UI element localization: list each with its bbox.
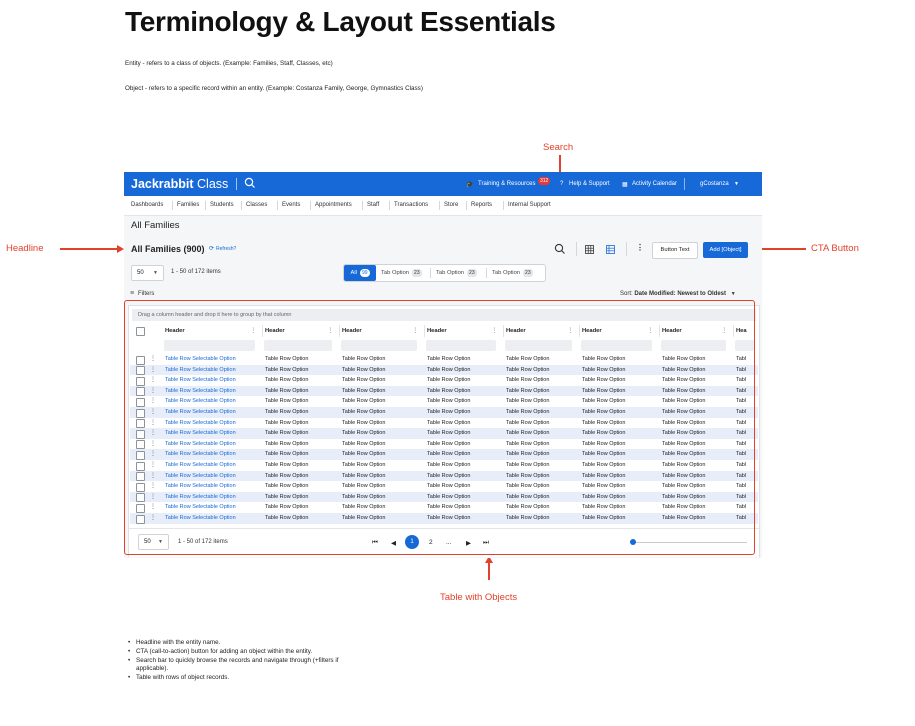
table-cell: Tabl — [736, 387, 747, 394]
table-cell: Table Row Option — [265, 398, 309, 405]
row-menu-icon[interactable]: ⋮ — [150, 440, 156, 447]
table-cell: Table Row Option — [427, 493, 471, 500]
table-cell: Table Row Option — [265, 387, 309, 394]
object-definition: Object - refers to a specific record within an entity. (Example: Costanza Family, George, Gymnastics Class) — [125, 85, 423, 92]
user-chevron-icon[interactable]: ▼ — [734, 181, 739, 187]
table-cell: Table Row Option — [427, 472, 471, 479]
table-cell: Table Row Option — [265, 440, 309, 447]
table-cell: Table Row Option — [662, 377, 706, 384]
row-menu-icon[interactable]: ⋮ — [150, 356, 156, 362]
table-cell: Table Row Option — [506, 483, 550, 490]
table-cell: Table Row Option — [342, 387, 386, 394]
table-cell: Tabl — [736, 377, 747, 384]
chevron-down-icon: ▼ — [158, 539, 163, 545]
table-cell: Table Row Option — [582, 472, 626, 479]
row-link[interactable]: Table Row Selectable Option — [165, 462, 236, 468]
add-object-button[interactable]: Add [Object] — [703, 242, 748, 258]
column-header-label: Header — [506, 328, 526, 334]
table-cell: Table Row Option — [342, 493, 386, 500]
help-icon: ? — [560, 181, 564, 187]
nav-divider — [503, 201, 504, 210]
table-cell: Table Row Option — [506, 472, 550, 479]
annotation-cta-label: CTA Button — [811, 243, 859, 254]
sort-chevron-icon: ▼ — [730, 291, 736, 297]
column-header-label: Header — [342, 328, 362, 334]
nav-classes[interactable]: Classes — [246, 202, 268, 208]
annotation-headline-arrow — [117, 245, 124, 253]
brand-light: Class — [197, 177, 229, 191]
table-cell: Table Row Option — [427, 366, 471, 373]
nav-divider — [439, 201, 440, 210]
summary-list — [128, 639, 348, 683]
table-cell: Table Row Option — [427, 451, 471, 458]
nav-internal-support[interactable]: Internal Support — [508, 202, 551, 208]
table-cell: Table Row Option — [662, 504, 706, 511]
table-cell: Table Row Option — [662, 440, 706, 447]
column-header-label: Header — [265, 328, 285, 334]
row-menu-icon[interactable]: ⋮ — [150, 398, 156, 405]
top-search-icon[interactable] — [244, 177, 256, 189]
more-options-icon[interactable]: ⋮ — [636, 243, 644, 252]
row-link[interactable]: Table Row Selectable Option — [165, 366, 236, 373]
table-cell: Table Row Option — [342, 462, 386, 468]
graduation-cap-icon: 🎓 — [466, 182, 474, 188]
page-size-select[interactable] — [131, 265, 164, 281]
table-cell: Table Row Option — [582, 387, 626, 394]
table-cell: Table Row Option — [506, 419, 550, 426]
items-range: 1 - 50 of 172 items — [171, 269, 221, 275]
table-cell: Table Row Option — [427, 462, 471, 468]
column-menu-icon[interactable]: ⋮ — [491, 328, 497, 334]
calendar-icon: ▦ — [622, 182, 628, 188]
table-cell: Table Row Option — [506, 504, 550, 511]
column-header-label: Header — [427, 328, 447, 334]
top-bar — [124, 172, 762, 196]
table-cell: Table Row Option — [506, 493, 550, 500]
table-cell: Table Row Option — [506, 440, 550, 447]
list-view-icon[interactable] — [606, 245, 615, 254]
table-cell: Table Row Option — [662, 419, 706, 426]
table-cell: Table Row Option — [506, 377, 550, 384]
footer-page-size-value: 50 — [144, 539, 151, 545]
column-header-label: Header — [662, 328, 682, 334]
main-nav — [124, 196, 762, 216]
row-menu-icon[interactable]: ⋮ — [150, 409, 156, 415]
sort-value: Date Modified: Newest to Oldest — [634, 291, 727, 297]
table-cell: Tabl — [736, 440, 747, 447]
table-cell: Tabl — [736, 483, 747, 490]
table-cell: Table Row Option — [662, 472, 706, 479]
table-cell: Table Row Option — [265, 377, 309, 384]
table-cell: Table Row Option — [506, 356, 550, 362]
summary-item: • Table with rows of object records. — [128, 674, 348, 683]
table-cell: Table Row Option — [582, 430, 626, 437]
page-size-value: 50 — [137, 270, 144, 276]
table-cell: Table Row Option — [342, 377, 386, 384]
nav-divider — [241, 201, 242, 210]
annotation-table-label: Table with Objects — [440, 592, 518, 603]
nav-reports[interactable]: Reports — [471, 202, 493, 208]
tab-divider — [486, 268, 487, 278]
tab-option-label: Tab Option — [381, 270, 410, 276]
row-link[interactable]: Table Row Selectable Option — [165, 504, 236, 511]
table-cell: Table Row Option — [427, 430, 471, 437]
row-link[interactable]: Table Row Selectable Option — [165, 398, 236, 405]
training-link[interactable]: Training & Resources — [478, 181, 536, 187]
nav-store[interactable]: Store — [444, 202, 459, 208]
table-cell: Table Row Option — [662, 430, 706, 437]
table-cell: Table Row Option — [265, 430, 309, 437]
table-cell: Table Row Option — [265, 451, 309, 458]
table-cell: Table Row Option — [342, 366, 386, 373]
table-cell: Table Row Option — [342, 398, 386, 405]
table-cell: Table Row Option — [582, 483, 626, 490]
help-link[interactable]: Help & Support — [569, 181, 610, 187]
row-link[interactable]: Table Row Selectable Option — [165, 440, 236, 447]
table-cell: Table Row Option — [342, 483, 386, 490]
brand-bold: Jackrabbit — [131, 177, 194, 191]
table-cell: Table Row Option — [506, 515, 550, 521]
tab-option-2[interactable] — [436, 265, 477, 281]
table-cell: Tabl — [736, 430, 747, 437]
table-cell: Table Row Option — [427, 515, 471, 521]
training-badge: 312 — [540, 178, 549, 184]
table-cell: Table Row Option — [582, 493, 626, 500]
tab-option-label: Tab Option — [436, 270, 465, 276]
table-cell: Table Row Option — [265, 515, 309, 521]
row-link[interactable]: Table Row Selectable Option — [165, 493, 236, 500]
breadcrumb: All Families — [131, 220, 180, 231]
row-link[interactable]: Table Row Selectable Option — [165, 515, 236, 521]
chevron-down-icon: ▼ — [153, 270, 158, 276]
row-menu-icon[interactable]: ⋮ — [150, 472, 156, 479]
table-cell: Tabl — [736, 356, 747, 362]
row-menu-icon[interactable]: ⋮ — [150, 387, 156, 394]
table-cell: Table Row Option — [582, 398, 626, 405]
tab-option-count: 23 — [469, 270, 475, 276]
table-cell: Table Row Option — [427, 483, 471, 490]
search-icon[interactable] — [554, 243, 566, 255]
user-menu[interactable]: gCostanza — [700, 181, 729, 187]
row-link[interactable]: Table Row Selectable Option — [165, 483, 236, 490]
grid-view-icon[interactable] — [585, 245, 594, 254]
table-cell: Table Row Option — [427, 409, 471, 415]
page-2-button[interactable]: 2 — [429, 539, 433, 546]
tab-option-count: 23 — [414, 270, 420, 276]
nav-divider — [466, 201, 467, 210]
nav-dashboards[interactable]: Dashboards — [131, 202, 164, 208]
summary-item: • Headline with the entity name. — [128, 639, 348, 648]
user-separator — [684, 178, 685, 190]
refresh-icon[interactable]: ⟳ — [209, 246, 215, 252]
table-cell: Tabl — [736, 493, 747, 500]
row-link[interactable]: Table Row Selectable Option — [165, 409, 236, 415]
table-cell: Table Row Option — [427, 377, 471, 384]
toolbar-divider — [626, 242, 627, 256]
annotation-table-line — [488, 562, 490, 580]
table-cell: Table Row Option — [582, 504, 626, 511]
row-link[interactable]: Table Row Selectable Option — [165, 356, 236, 362]
row-menu-icon[interactable]: ⋮ — [150, 366, 156, 373]
table-cell: Table Row Option — [342, 419, 386, 426]
table-cell: Table Row Option — [427, 387, 471, 394]
filters-toggle[interactable]: Filters — [138, 291, 155, 297]
table-cell: Tabl — [736, 419, 747, 426]
table-cell: Table Row Option — [265, 493, 309, 500]
table-cell: Table Row Option — [662, 356, 706, 362]
column-menu-icon[interactable]: ⋮ — [412, 328, 418, 334]
table-cell: Tabl — [736, 366, 747, 373]
table-cell: Table Row Option — [427, 356, 471, 362]
top-separator — [236, 178, 237, 190]
table-cell: Table Row Option — [342, 356, 386, 362]
table-cell: Table Row Option — [506, 366, 550, 373]
nav-transactions[interactable]: Transactions — [394, 202, 429, 208]
table-cell: Table Row Option — [662, 462, 706, 468]
table-cell: Table Row Option — [427, 419, 471, 426]
table-cell: Table Row Option — [265, 483, 309, 490]
table-cell: Table Row Option — [506, 409, 550, 415]
table-cell: Tabl — [736, 472, 747, 479]
row-link[interactable]: Table Row Selectable Option — [165, 472, 236, 479]
entity-definition: Entity - refers to a class of objects. (Example: Families, Staff, Classes, etc) — [125, 60, 333, 67]
table-cell: Table Row Option — [342, 504, 386, 511]
table-cell: Table Row Option — [582, 366, 626, 373]
table-cell: Tabl — [736, 515, 747, 521]
row-link[interactable]: Table Row Selectable Option — [165, 387, 236, 394]
table-cell: Table Row Option — [427, 440, 471, 447]
tab-option-3[interactable] — [492, 265, 533, 281]
table-cell: Table Row Option — [265, 419, 309, 426]
table-cell: Table Row Option — [506, 387, 550, 394]
row-menu-icon[interactable]: ⋮ — [150, 430, 156, 437]
column-header-label: Hea — [736, 328, 747, 334]
table-cell: Tabl — [736, 504, 747, 511]
table-cell: Table Row Option — [506, 462, 550, 468]
table-cell: Table Row Option — [662, 483, 706, 490]
column-menu-icon[interactable]: ⋮ — [721, 328, 727, 334]
row-menu-icon[interactable]: ⋮ — [150, 504, 156, 511]
tab-all[interactable] — [344, 265, 376, 281]
tab-all-label: All — [350, 270, 357, 276]
summary-item: • Search bar to quickly browse the records and navigate through (+filters if applicable). — [128, 657, 348, 675]
nav-divider — [172, 201, 173, 210]
nav-divider — [389, 201, 390, 210]
tab-option-1[interactable] — [381, 265, 422, 281]
annotation-search-label: Search — [543, 142, 574, 153]
table-cell: Table Row Option — [265, 504, 309, 511]
table-cell: Table Row Option — [582, 451, 626, 458]
first-page-icon[interactable]: ⏮ — [372, 539, 378, 546]
nav-divider — [205, 201, 206, 210]
column-header-label: Header — [165, 328, 185, 334]
page-title: Terminology & Layout Essentials — [125, 6, 556, 37]
refresh-link[interactable]: Refresh? — [216, 246, 237, 252]
table-cell: Table Row Option — [662, 398, 706, 405]
table-cell: Table Row Option — [342, 451, 386, 458]
prev-page-icon[interactable]: ◀ — [391, 540, 396, 547]
row-link[interactable]: Table Row Selectable Option — [165, 377, 236, 384]
column-header-label: Header — [582, 328, 602, 334]
column-menu-icon[interactable]: ⋮ — [647, 328, 653, 334]
tab-option-label: Tab Option — [492, 270, 521, 276]
group-drop-zone[interactable]: Drag a column header and drop it here to group by that column — [132, 309, 756, 321]
table-cell: Table Row Option — [506, 398, 550, 405]
table-cell: Table Row Option — [662, 409, 706, 415]
table-cell: Table Row Option — [582, 377, 626, 384]
table-cell: Table Row Option — [342, 472, 386, 479]
table-cell: Table Row Option — [265, 356, 309, 362]
table-cell: Table Row Option — [265, 366, 309, 373]
annotation-headline-label: Headline — [6, 243, 44, 254]
annotation-headline-line — [60, 248, 118, 250]
column-menu-icon[interactable]: ⋮ — [567, 328, 573, 334]
table-cell: Tabl — [736, 398, 747, 405]
table-cell: Table Row Option — [427, 398, 471, 405]
table-cell: Table Row Option — [342, 409, 386, 415]
tab-option-count: 23 — [525, 270, 531, 276]
sort-select[interactable] — [620, 291, 736, 297]
row-menu-icon[interactable]: ⋮ — [150, 515, 156, 521]
row-link[interactable]: Table Row Selectable Option — [165, 419, 236, 426]
row-menu-icon[interactable]: ⋮ — [150, 462, 156, 468]
table-cell: Tabl — [736, 409, 747, 415]
table-cell: Table Row Option — [506, 451, 550, 458]
row-menu-icon[interactable]: ⋮ — [150, 483, 156, 490]
table-cell: Table Row Option — [582, 409, 626, 415]
table-cell: Table Row Option — [662, 366, 706, 373]
table-cell: Table Row Option — [342, 430, 386, 437]
table-cell: Tabl — [736, 451, 747, 458]
summary-item: • CTA (call-to-action) button for adding an object within the entity. — [128, 648, 348, 657]
table-cell: Table Row Option — [265, 472, 309, 479]
nav-divider — [277, 201, 278, 210]
brand-logo[interactable] — [131, 177, 228, 191]
table-cell: Table Row Option — [662, 493, 706, 500]
tab-bar — [343, 264, 546, 282]
table-cell: Table Row Option — [582, 356, 626, 362]
last-page-icon[interactable]: ⏭ — [483, 539, 489, 546]
column-menu-icon[interactable]: ⋮ — [327, 328, 333, 334]
table-cell: Tabl — [736, 462, 747, 468]
filter-icon[interactable]: ≡ — [130, 290, 135, 297]
column-menu-icon[interactable]: ⋮ — [250, 328, 256, 334]
table-cell: Table Row Option — [265, 409, 309, 415]
sort-label: Sort: — [620, 291, 633, 297]
table-cell: Table Row Option — [342, 515, 386, 521]
next-page-icon[interactable]: ▶ — [466, 540, 471, 547]
table-highlight-box — [124, 300, 755, 555]
table-cell: Table Row Option — [582, 419, 626, 426]
table-cell: Table Row Option — [342, 440, 386, 447]
table-cell: Table Row Option — [582, 515, 626, 521]
page-1-button[interactable]: 1 — [405, 535, 419, 549]
tab-divider — [430, 268, 431, 278]
table-cell: Table Row Option — [506, 430, 550, 437]
nav-appointments[interactable]: Appointments — [315, 202, 352, 208]
secondary-button[interactable]: Button Text — [652, 242, 698, 259]
nav-divider — [362, 201, 363, 210]
table-cell: Table Row Option — [662, 387, 706, 394]
toolbar-divider — [576, 242, 577, 256]
footer-items-range: 1 - 50 of 172 items — [178, 539, 228, 545]
row-menu-icon[interactable]: ⋮ — [150, 377, 156, 384]
table-cell: Table Row Option — [662, 451, 706, 458]
page-ellipsis[interactable]: ... — [446, 539, 452, 546]
table-cell: Table Row Option — [582, 440, 626, 447]
nav-staff[interactable]: Staff — [367, 202, 380, 208]
calendar-link[interactable]: Activity Calendar — [632, 181, 678, 187]
nav-events[interactable]: Events — [282, 202, 301, 208]
table-cell: Table Row Option — [662, 515, 706, 521]
table-cell: Table Row Option — [265, 462, 309, 468]
row-menu-icon[interactable]: ⋮ — [150, 493, 156, 500]
row-menu-icon[interactable]: ⋮ — [150, 451, 156, 458]
tab-all-count: 99 — [361, 270, 368, 276]
row-link[interactable]: Table Row Selectable Option — [165, 451, 236, 458]
row-link[interactable]: Table Row Selectable Option — [165, 430, 236, 437]
table-cell: Table Row Option — [582, 462, 626, 468]
nav-families[interactable]: Families — [177, 202, 200, 208]
nav-divider — [310, 201, 311, 210]
table-cell: Table Row Option — [427, 504, 471, 511]
row-menu-icon[interactable]: ⋮ — [150, 419, 156, 426]
nav-students[interactable]: Students — [210, 202, 234, 208]
entity-headline: All Families (900) — [131, 244, 205, 254]
